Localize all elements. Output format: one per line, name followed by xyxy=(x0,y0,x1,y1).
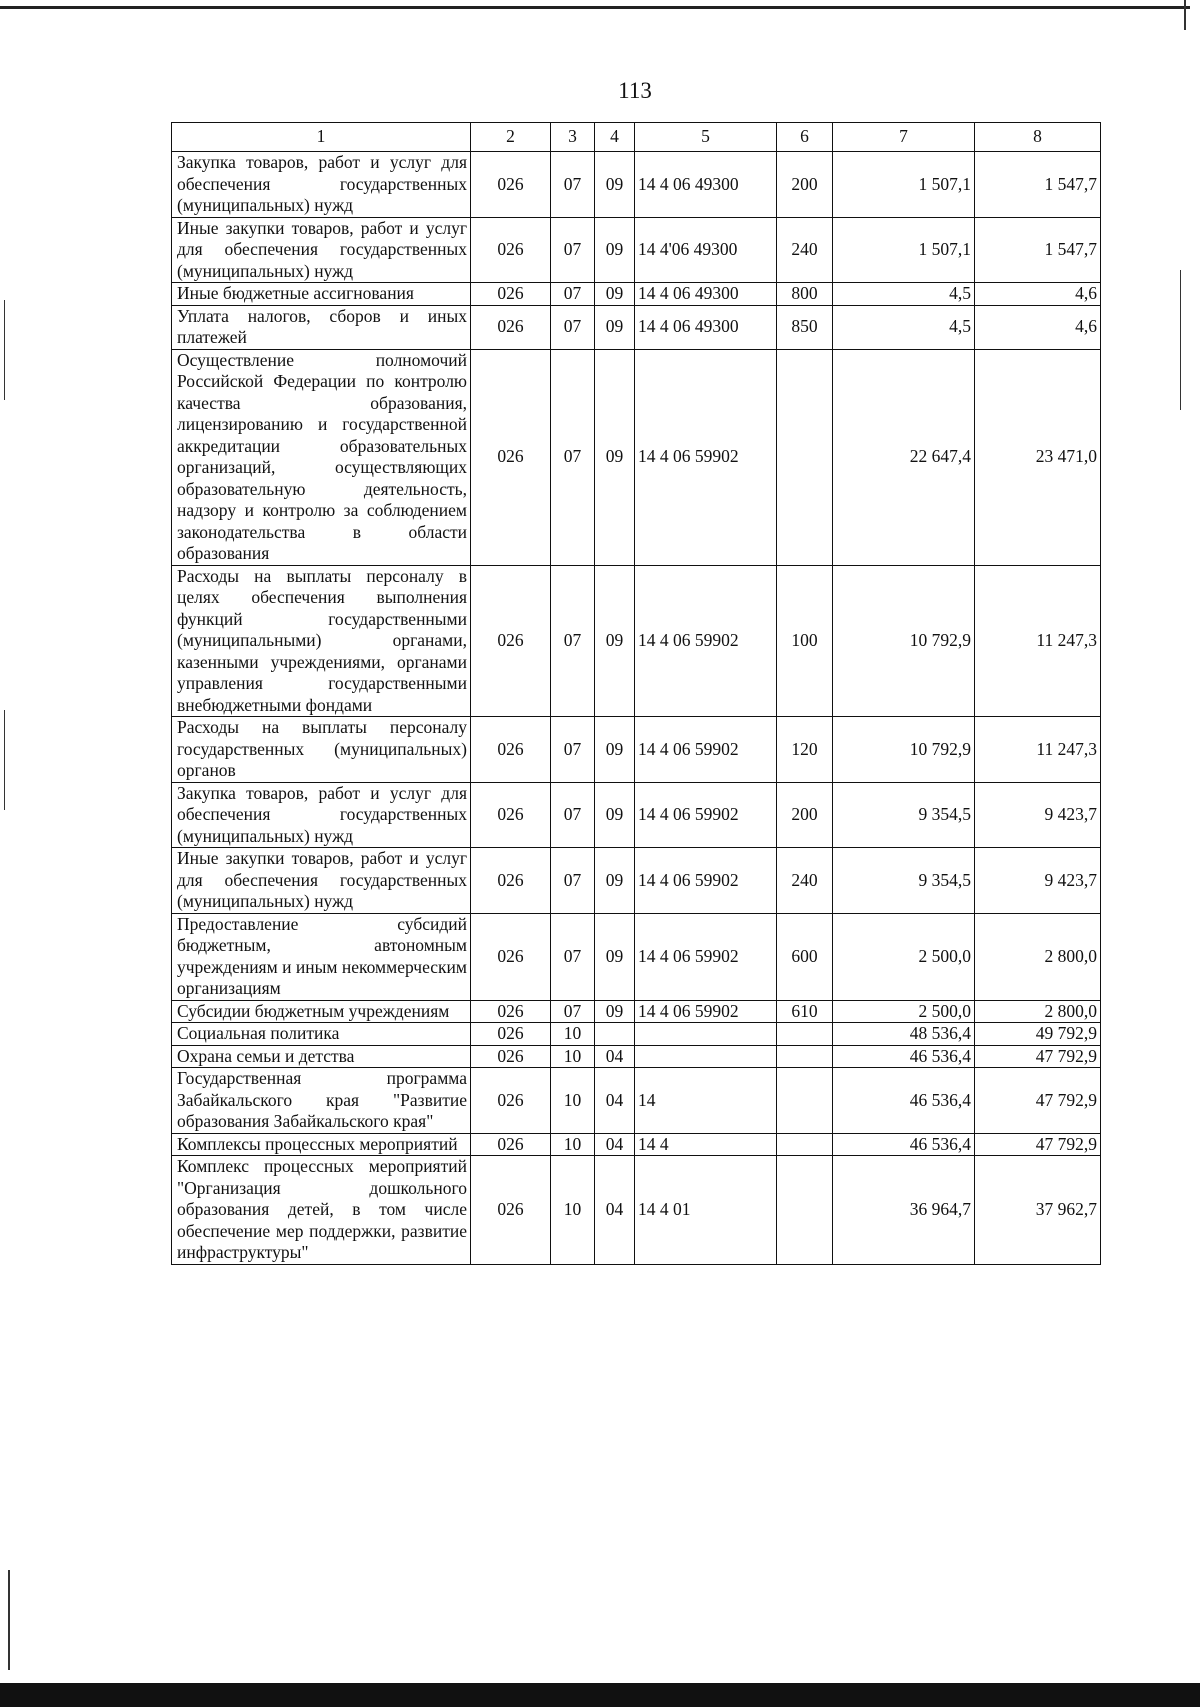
section-code-cell: 07 xyxy=(551,913,595,1000)
section-code-cell: 10 xyxy=(551,1068,595,1134)
subsection-code-cell: 09 xyxy=(595,1000,635,1023)
subsection-code-cell: 09 xyxy=(595,913,635,1000)
table-row xyxy=(172,349,1101,565)
section-code-cell: 07 xyxy=(551,1000,595,1023)
section-code-cell: 10 xyxy=(551,1133,595,1156)
expense-name-cell: Закупка товаров, работ и услуг для обеспечения государственных (муниципальных) нужд xyxy=(172,152,471,218)
expense-name-cell: Комплекс процессных мероприятий "Организация дошкольного образования детей, в том числе обеспечение мер поддержки, развитие инфраструктуры" xyxy=(172,1156,471,1265)
subsection-code-cell: 09 xyxy=(595,217,635,283)
subsection-code-cell: 09 xyxy=(595,283,635,306)
expense-name-cell: Иные закупки товаров, работ и услуг для обеспечения государственных (муниципальных) нужд xyxy=(172,848,471,914)
target-article-cell: 14 4 06 59902 xyxy=(635,848,777,914)
table-row xyxy=(172,1068,1101,1134)
scan-edge-mark xyxy=(4,300,5,400)
amount-year2-cell: 2 800,0 xyxy=(975,1000,1101,1023)
admin-code-cell: 026 xyxy=(471,848,551,914)
subsection-code-cell: 09 xyxy=(595,565,635,717)
expense-type-cell: 200 xyxy=(777,782,833,848)
expense-name-cell: Расходы на выплаты персоналу в целях обеспечения выполнения функций государственными (муниципальными) органами, казенными учреждениями, органами управления государственными внебюджетными фондами xyxy=(172,565,471,717)
expense-name-cell: Осуществление полномочий Российской Федерации по контролю качества образования, лицензированию и государственной аккредитации образовательных организаций, осуществляющих образовательную деятельность, надзору и контролю за соблюдением законодательства в области образования xyxy=(172,349,471,565)
section-code-cell: 10 xyxy=(551,1156,595,1265)
admin-code-cell: 026 xyxy=(471,1023,551,1046)
target-article-cell: 14 4 06 49300 xyxy=(635,283,777,306)
expense-name-cell: Социальная политика xyxy=(172,1023,471,1046)
expense-type-cell xyxy=(777,1045,833,1068)
admin-code-cell: 026 xyxy=(471,283,551,306)
admin-code-cell: 026 xyxy=(471,1068,551,1134)
section-code-cell: 07 xyxy=(551,717,595,783)
section-code-cell: 07 xyxy=(551,349,595,565)
expense-type-cell: 200 xyxy=(777,152,833,218)
expense-name-cell: Иные закупки товаров, работ и услуг для обеспечения государственных (муниципальных) нужд xyxy=(172,217,471,283)
admin-code-cell: 026 xyxy=(471,1133,551,1156)
table-row xyxy=(172,717,1101,783)
subsection-code-cell: 09 xyxy=(595,305,635,349)
admin-code-cell: 026 xyxy=(471,217,551,283)
subsection-code-cell: 09 xyxy=(595,848,635,914)
subsection-code-cell: 04 xyxy=(595,1068,635,1134)
table-row xyxy=(172,782,1101,848)
table-row xyxy=(172,913,1101,1000)
amount-year1-cell: 10 792,9 xyxy=(833,717,975,783)
admin-code-cell: 026 xyxy=(471,782,551,848)
amount-year1-cell: 2 500,0 xyxy=(833,913,975,1000)
admin-code-cell: 026 xyxy=(471,913,551,1000)
column-header: 3 xyxy=(551,123,595,152)
amount-year1-cell: 2 500,0 xyxy=(833,1000,975,1023)
column-header: 5 xyxy=(635,123,777,152)
scan-edge-mark xyxy=(8,1570,10,1670)
amount-year2-cell: 4,6 xyxy=(975,305,1101,349)
expense-type-cell: 800 xyxy=(777,283,833,306)
subsection-code-cell: 04 xyxy=(595,1045,635,1068)
section-code-cell: 10 xyxy=(551,1023,595,1046)
target-article-cell: 14 4 06 59902 xyxy=(635,717,777,783)
section-code-cell: 07 xyxy=(551,848,595,914)
target-article-cell: 14 4'06 49300 xyxy=(635,217,777,283)
subsection-code-cell: 09 xyxy=(595,152,635,218)
subsection-code-cell: 09 xyxy=(595,782,635,848)
expense-name-cell: Охрана семьи и детства xyxy=(172,1045,471,1068)
amount-year1-cell: 9 354,5 xyxy=(833,782,975,848)
admin-code-cell: 026 xyxy=(471,565,551,717)
expense-type-cell: 600 xyxy=(777,913,833,1000)
amount-year1-cell: 4,5 xyxy=(833,305,975,349)
amount-year2-cell: 49 792,9 xyxy=(975,1023,1101,1046)
column-header: 6 xyxy=(777,123,833,152)
amount-year2-cell: 47 792,9 xyxy=(975,1068,1101,1134)
amount-year2-cell: 23 471,0 xyxy=(975,349,1101,565)
amount-year2-cell: 1 547,7 xyxy=(975,152,1101,218)
table-row xyxy=(172,1023,1101,1046)
table-row xyxy=(172,1156,1101,1265)
subsection-code-cell xyxy=(595,1023,635,1046)
expense-type-cell xyxy=(777,1156,833,1265)
target-article-cell: 14 4 06 49300 xyxy=(635,305,777,349)
scan-border-bottom xyxy=(0,1683,1200,1707)
section-code-cell: 07 xyxy=(551,305,595,349)
amount-year2-cell: 2 800,0 xyxy=(975,913,1101,1000)
column-header: 2 xyxy=(471,123,551,152)
subsection-code-cell: 09 xyxy=(595,349,635,565)
expense-type-cell: 610 xyxy=(777,1000,833,1023)
expense-type-cell xyxy=(777,349,833,565)
table-row xyxy=(172,152,1101,218)
target-article-cell: 14 4 06 59902 xyxy=(635,349,777,565)
scan-edge-mark xyxy=(1180,270,1181,410)
column-header: 8 xyxy=(975,123,1101,152)
expense-type-cell: 240 xyxy=(777,848,833,914)
section-code-cell: 07 xyxy=(551,152,595,218)
amount-year2-cell: 4,6 xyxy=(975,283,1101,306)
table-row xyxy=(172,1000,1101,1023)
expense-name-cell: Закупка товаров, работ и услуг для обеспечения государственных (муниципальных) нужд xyxy=(172,782,471,848)
subsection-code-cell: 04 xyxy=(595,1133,635,1156)
expense-name-cell: Субсидии бюджетным учреждениям xyxy=(172,1000,471,1023)
amount-year1-cell: 36 964,7 xyxy=(833,1156,975,1265)
admin-code-cell: 026 xyxy=(471,1000,551,1023)
target-article-cell xyxy=(635,1045,777,1068)
amount-year2-cell: 47 792,9 xyxy=(975,1045,1101,1068)
amount-year1-cell: 22 647,4 xyxy=(833,349,975,565)
expense-type-cell: 240 xyxy=(777,217,833,283)
admin-code-cell: 026 xyxy=(471,1045,551,1068)
expense-name-cell: Расходы на выплаты персоналу государственных (муниципальных) органов xyxy=(172,717,471,783)
target-article-cell: 14 4 06 59902 xyxy=(635,782,777,848)
expense-name-cell: Уплата налогов, сборов и иных платежей xyxy=(172,305,471,349)
section-code-cell: 07 xyxy=(551,782,595,848)
expense-type-cell xyxy=(777,1023,833,1046)
target-article-cell: 14 4 01 xyxy=(635,1156,777,1265)
expense-type-cell xyxy=(777,1068,833,1134)
table-row xyxy=(172,1133,1101,1156)
expense-name-cell: Предоставление субсидий бюджетным, автономным учреждениям и иным некоммерческим организациям xyxy=(172,913,471,1000)
scan-edge-mark xyxy=(1184,0,1186,30)
amount-year1-cell: 1 507,1 xyxy=(833,217,975,283)
target-article-cell: 14 4 06 59902 xyxy=(635,565,777,717)
table-row xyxy=(172,305,1101,349)
expense-type-cell: 100 xyxy=(777,565,833,717)
amount-year1-cell: 9 354,5 xyxy=(833,848,975,914)
subsection-code-cell: 04 xyxy=(595,1156,635,1265)
section-code-cell: 07 xyxy=(551,217,595,283)
scan-border-top xyxy=(0,6,1190,9)
target-article-cell xyxy=(635,1023,777,1046)
amount-year1-cell: 46 536,4 xyxy=(833,1068,975,1134)
admin-code-cell: 026 xyxy=(471,1156,551,1265)
amount-year2-cell: 11 247,3 xyxy=(975,717,1101,783)
expense-name-cell: Комплексы процессных мероприятий xyxy=(172,1133,471,1156)
column-header: 4 xyxy=(595,123,635,152)
budget-table xyxy=(171,122,1101,1265)
section-code-cell: 07 xyxy=(551,283,595,306)
section-code-cell: 07 xyxy=(551,565,595,717)
admin-code-cell: 026 xyxy=(471,717,551,783)
subsection-code-cell: 09 xyxy=(595,717,635,783)
table-header-row xyxy=(172,123,1101,152)
target-article-cell: 14 xyxy=(635,1068,777,1134)
target-article-cell: 14 4 06 49300 xyxy=(635,152,777,218)
page-number: 113 xyxy=(618,78,652,103)
amount-year1-cell: 4,5 xyxy=(833,283,975,306)
amount-year1-cell: 1 507,1 xyxy=(833,152,975,218)
table-row xyxy=(172,848,1101,914)
table-row xyxy=(172,217,1101,283)
admin-code-cell: 026 xyxy=(471,152,551,218)
admin-code-cell: 026 xyxy=(471,305,551,349)
target-article-cell: 14 4 06 59902 xyxy=(635,1000,777,1023)
column-header: 1 xyxy=(172,123,471,152)
amount-year2-cell: 47 792,9 xyxy=(975,1133,1101,1156)
amount-year1-cell: 46 536,4 xyxy=(833,1045,975,1068)
amount-year2-cell: 9 423,7 xyxy=(975,782,1101,848)
section-code-cell: 10 xyxy=(551,1045,595,1068)
admin-code-cell: 026 xyxy=(471,349,551,565)
amount-year2-cell: 37 962,7 xyxy=(975,1156,1101,1265)
expense-type-cell: 850 xyxy=(777,305,833,349)
target-article-cell: 14 4 xyxy=(635,1133,777,1156)
expense-type-cell xyxy=(777,1133,833,1156)
table-row xyxy=(172,283,1101,306)
expense-type-cell: 120 xyxy=(777,717,833,783)
table-row xyxy=(172,1045,1101,1068)
amount-year1-cell: 46 536,4 xyxy=(833,1133,975,1156)
amount-year2-cell: 1 547,7 xyxy=(975,217,1101,283)
amount-year2-cell: 9 423,7 xyxy=(975,848,1101,914)
scan-edge-mark xyxy=(4,710,5,810)
amount-year1-cell: 48 536,4 xyxy=(833,1023,975,1046)
amount-year2-cell: 11 247,3 xyxy=(975,565,1101,717)
amount-year1-cell: 10 792,9 xyxy=(833,565,975,717)
table-row xyxy=(172,565,1101,717)
target-article-cell: 14 4 06 59902 xyxy=(635,913,777,1000)
expense-name-cell: Государственная программа Забайкальского края "Развитие образования Забайкальского края" xyxy=(172,1068,471,1134)
expense-name-cell: Иные бюджетные ассигнования xyxy=(172,283,471,306)
column-header: 7 xyxy=(833,123,975,152)
